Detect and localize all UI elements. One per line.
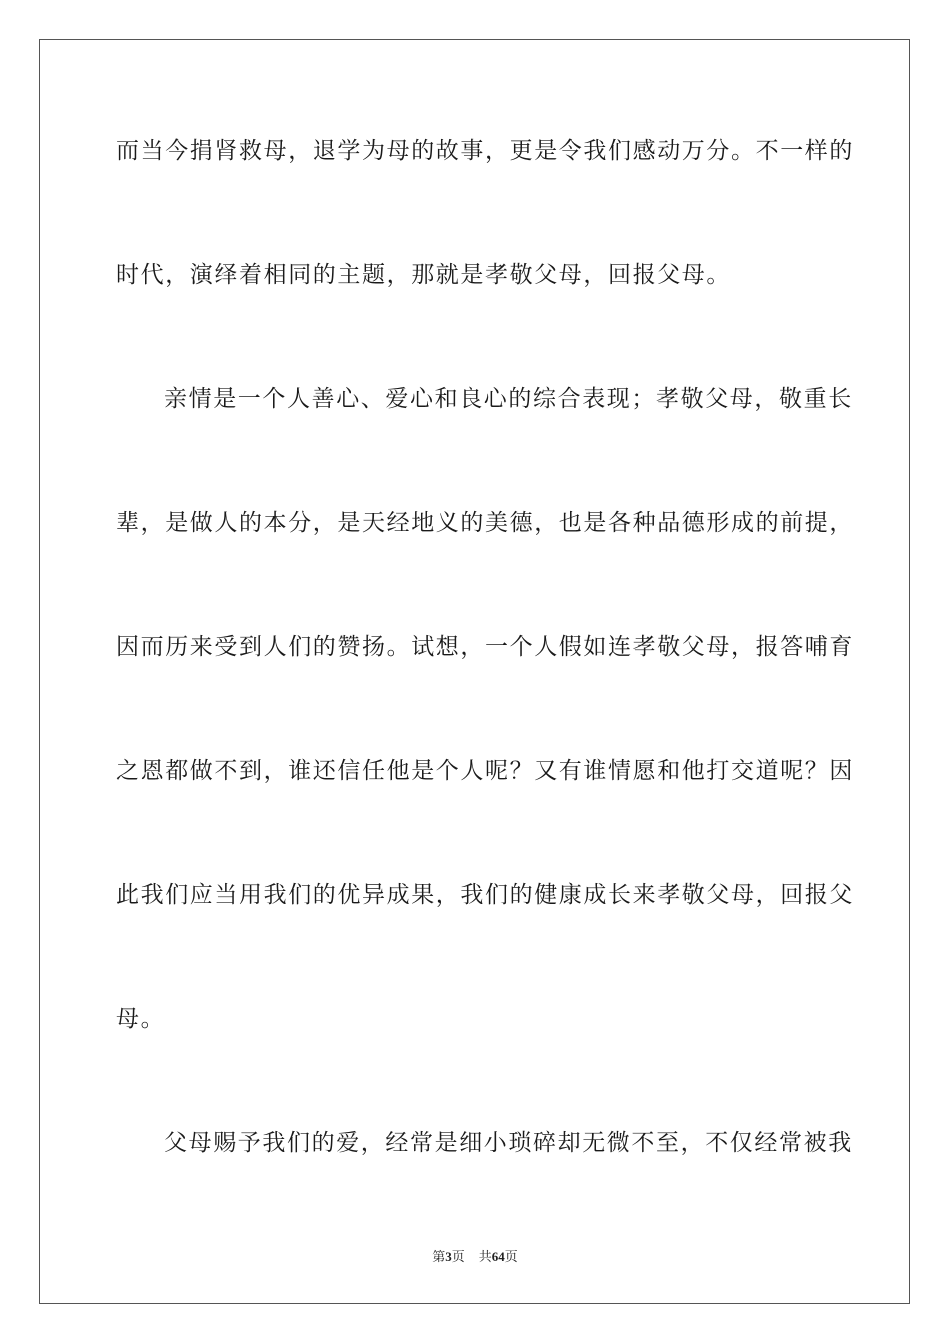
text-line: 亲情是一个人善心、爱心和良心的综合表现；孝敬父母，敬重长 [164, 386, 853, 412]
footer-page-suffix: 页 [451, 1249, 465, 1264]
page-border [39, 39, 910, 1304]
text-line: 时代，演绎着相同的主题，那就是孝敬父母，回报父母。 [116, 262, 731, 288]
text-line: 而当今捐肾救母，退学为母的故事，更是令我们感动万分。不一样的 [116, 138, 854, 164]
text-line: 因而历来受到人们的赞扬。试想，一个人假如连孝敬父母，报答哺育 [116, 634, 854, 660]
text-line: 辈，是做人的本分，是天经地义的美德，也是各种品德形成的前提， [116, 510, 854, 536]
footer-page-number: 3 [445, 1249, 452, 1264]
footer-page-prefix: 第 [432, 1249, 446, 1264]
text-line: 之恩都做不到，谁还信任他是个人呢？又有谁情愿和他打交道呢？因 [116, 758, 854, 784]
footer-total-prefix: 共 [478, 1249, 492, 1264]
footer-total-pages: 64 [491, 1249, 505, 1264]
footer-total-suffix: 页 [504, 1249, 518, 1264]
page-footer [0, 1246, 950, 1265]
text-line: 父母赐予我们的爱，经常是细小琐碎却无微不至，不仅经常被我 [164, 1130, 853, 1156]
text-line: 此我们应当用我们的优异成果，我们的健康成长来孝敬父母，回报父 [116, 882, 854, 908]
text-line: 母。 [116, 1006, 166, 1032]
